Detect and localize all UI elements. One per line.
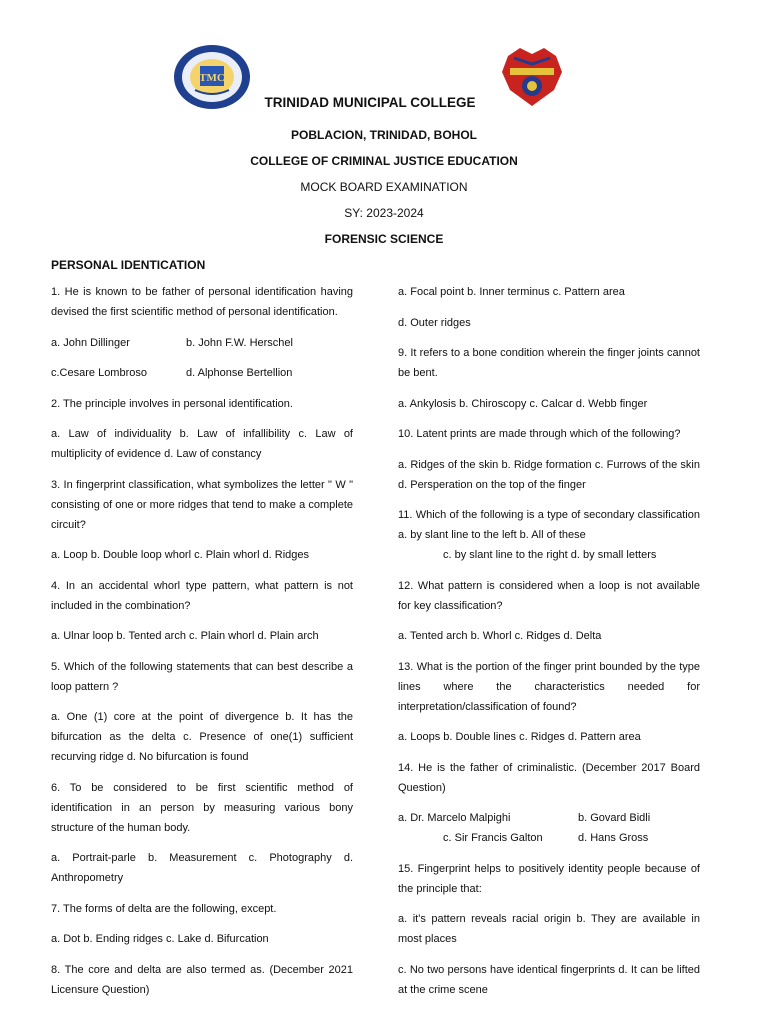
question-12-options: a. Tented arch b. Whorl c. Ridges d. Delta	[398, 630, 602, 642]
right-column	[398, 282, 700, 1010]
college-name: TRINIDAD MUNICIPAL COLLEGE	[264, 95, 476, 110]
question-2: 2. The principle involves in personal identification.	[51, 397, 293, 410]
option: c. Sir Francis Galton	[443, 832, 543, 844]
question-5-options: a. One (1) core at the point of divergence b. It has the bifurcation as the delta c. Presence of one(1) sufficient recurving ridge d. No bifurcation is found	[51, 711, 353, 763]
question-1-options-row1	[51, 333, 353, 353]
question-4-options: a. Ulnar loop b. Tented arch c. Plain whorl d. Plain arch	[51, 630, 319, 642]
school-year: SY: 2023-2024	[344, 206, 424, 220]
option: d. Hans Gross	[578, 832, 649, 844]
question-3: 3. In fingerprint classification, what symbolizes the letter " W " consisting of one or more ridges that tend to make a complete circuit?	[51, 478, 353, 531]
question-4: 4. In an accidental whorl type pattern, what pattern is not included in the combination?	[51, 579, 353, 612]
question-10-options: a. Ridges of the skin b. Ridge formation c. Furrows of the skin d. Persperation on the top of the finger	[398, 458, 700, 491]
option: d. Alphonse Bertellion	[186, 367, 293, 379]
college-address: POBLACION, TRINIDAD, BOHOL	[291, 128, 477, 142]
question-7-options: a. Dot b. Ending ridges c. Lake d. Bifurcation	[51, 933, 269, 945]
question-9-options: a. Ankylosis b. Chiroscopy c. Calcar d. Webb finger	[398, 397, 648, 410]
question-14: 14. He is the father of criminalistic. (December 2017 Board Question)	[398, 761, 700, 794]
question-8: 8. The core and delta are also termed as. (December 2021 Licensure Question)	[51, 963, 353, 996]
question-8-options: a. Focal point b. Inner terminus c. Pattern area	[398, 286, 625, 298]
question-6: 6. To be considered to be first scientific method of identification in an person by measuring various bony structure of the human body.	[51, 781, 353, 834]
option: c.Cesare Lombroso	[51, 367, 147, 379]
question-11-options-cd: c. by slant line to the right d. by small letters	[443, 549, 657, 561]
option: a. Dr. Marcelo Malpighi	[398, 812, 511, 824]
question-7: 7. The forms of delta are the following, except.	[51, 902, 277, 915]
question-15: 15. Fingerprint helps to positively identity people because of the principle that:	[398, 862, 700, 895]
option: b. John F.W. Herschel	[186, 336, 293, 349]
section-title: PERSONAL IDENTICATION	[51, 258, 206, 272]
svg-text:TMC: TMC	[199, 72, 225, 84]
question-1: 1. He is known to be father of personal identification having devised the first scientific method of personal identification.	[51, 286, 353, 318]
question-13: 13. What is the portion of the finger print bounded by the type lines where the characteristics needed for interpretation/classification of found?	[398, 660, 700, 713]
option: b. Govard Bidli	[578, 812, 651, 824]
question-15-options-ab: a. it's pattern reveals racial origin b. They are available in most places	[398, 913, 700, 945]
question-15-options-cd: c. No two persons have identical fingerprints d. It can be lifted at the crime scene	[398, 963, 700, 996]
question-11: 11. Which of the following is a type of secondary classification a. by slant line to the left b. All of these	[398, 509, 700, 541]
subject-title: FORENSIC SCIENCE	[324, 232, 444, 246]
question-2-options: a. Law of individuality b. Law of infallibility c. Law of multiplicity of evidence d. Law of constancy	[51, 428, 353, 460]
question-8-options-d: d. Outer ridges	[398, 316, 471, 329]
question-11-block	[398, 505, 700, 565]
department-name: COLLEGE OF CRIMINAL JUSTICE EDUCATION	[250, 154, 518, 168]
question-13-options: a. Loops b. Double lines c. Ridges d. Pattern area	[398, 731, 641, 743]
question-1-options-row2	[51, 363, 353, 383]
question-3-options: a. Loop b. Double loop whorl c. Plain whorl d. Ridges	[51, 549, 310, 561]
question-10: 10. Latent prints are made through which of the following?	[398, 428, 681, 440]
exam-title: MOCK BOARD EXAMINATION	[300, 180, 468, 194]
question-14-options	[398, 808, 700, 848]
question-6-options: a. Portrait-parle b. Measurement c. Photography d. Anthropometry	[51, 852, 353, 884]
question-5: 5. Which of the following statements that can best describe a loop pattern ?	[51, 660, 353, 693]
option: a. John Dillinger	[51, 336, 130, 349]
left-column	[51, 282, 353, 1010]
question-9: 9. It refers to a bone condition wherein the finger joints cannot be bent.	[398, 347, 700, 379]
question-12: 12. What pattern is considered when a loop is not available for key classification?	[398, 579, 700, 612]
